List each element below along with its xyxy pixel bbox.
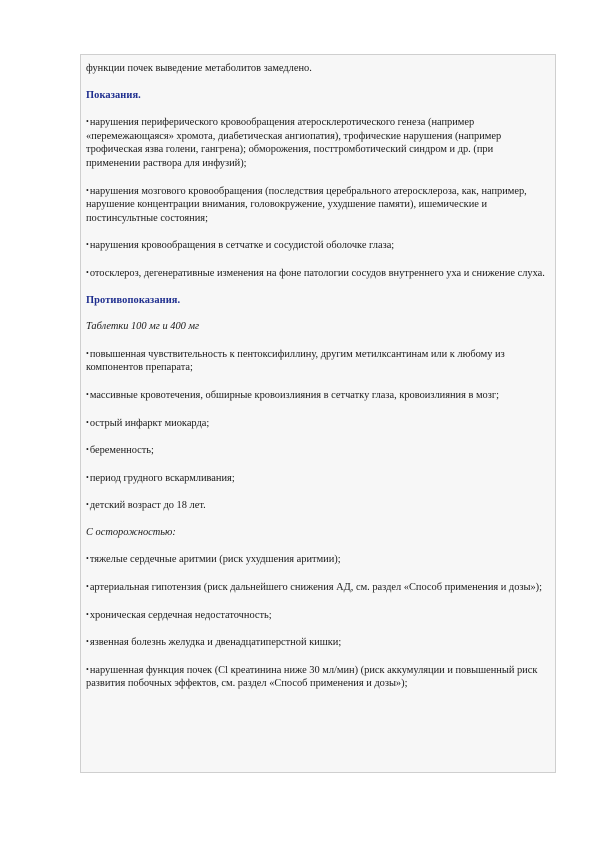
list-item-text: острый инфаркт миокарда;	[89, 417, 210, 429]
bullet-icon: •	[86, 554, 89, 564]
list-item-text: тяжелые сердечные аритмии (риск ухудшения аритмии);	[89, 554, 341, 566]
list-item	[86, 184, 549, 226]
bullet-icon: •	[86, 348, 89, 358]
list-item-text: нарушения кровообращения в сетчатке и сосудистой оболочке глаза;	[89, 240, 395, 252]
list-item	[86, 238, 549, 253]
list-item	[86, 266, 549, 281]
bullet-icon: •	[86, 582, 89, 592]
list-item	[86, 608, 549, 623]
list-item-text: беременность;	[89, 445, 154, 457]
list-item-text: хроническая сердечная недостаточность;	[89, 609, 272, 621]
list-item-text: массивные кровотечения, обширные кровоизлияния в сетчатку глаза, кровоизлияния в мозг;	[89, 389, 500, 401]
bullet-icon: •	[86, 185, 89, 195]
caution-heading: С осторожностью:	[86, 526, 176, 538]
list-item	[86, 580, 549, 595]
bullet-icon: •	[86, 609, 89, 619]
bullet-icon: •	[86, 664, 89, 674]
bullet-icon: •	[86, 267, 89, 277]
list-item-text: нарушенная функция почек (Cl креатинина ниже 30 мл/мин) (риск аккумуляции и повышенный риск развития побочных эффектов, см. раздел «Способ применения и дозы»);	[86, 664, 538, 690]
bullet-icon: •	[86, 240, 89, 250]
list-item-text: язвенная болезнь желудка и двенадцатиперстной кишки;	[89, 637, 342, 649]
bullet-icon: •	[86, 389, 89, 399]
list-item	[86, 388, 549, 403]
list-item-text: повышенная чувствительность к пентоксифиллину, другим метилксантинам или к любому из компонентов препарата;	[86, 348, 505, 374]
list-item	[86, 443, 549, 458]
contraindications-subheading: Таблетки 100 мг и 400 мг	[86, 321, 200, 333]
list-item	[86, 635, 549, 650]
list-item	[86, 498, 549, 513]
list-item	[86, 663, 549, 691]
bullet-icon: •	[86, 445, 89, 455]
bullet-icon: •	[86, 637, 89, 647]
intro-text: функции почек выведение метаболитов замедлено.	[86, 63, 312, 74]
list-item	[86, 347, 549, 375]
list-item-text: детский возраст до 18 лет.	[89, 500, 206, 512]
document-panel	[80, 54, 556, 773]
list-item-text: артериальная гипотензия (риск дальнейшего снижения АД, см. раздел «Способ применения и дозы»);	[89, 582, 543, 594]
bullet-icon: •	[86, 472, 89, 482]
bullet-icon: •	[86, 500, 89, 510]
list-item	[86, 471, 549, 486]
contraindications-heading: Противопоказания.	[86, 294, 181, 306]
list-item	[86, 552, 549, 567]
bullet-icon: •	[86, 117, 89, 127]
list-item-text: нарушения мозгового кровообращения (последствия церебрального атеросклероза, как, например, нарушение концентрации внимания, головокружение, ухудшение памяти), ишемические и постинсультные состояния;	[86, 185, 527, 224]
list-item-text: отосклероз, дегенеративные изменения на фоне патологии сосудов внутреннего уха и снижение слуха.	[89, 267, 545, 279]
indications-heading: Показания.	[86, 89, 141, 101]
list-item	[86, 115, 549, 170]
list-item-text: нарушения периферического кровообращения атеросклеротического генеза (например «перемежающаяся» хромота, диабетическая ангиопатия), трофические нарушения (например трофическая язва голени, гангрена); обморожения, посттромботический синдром и др. (при применении раствора для инфузий);	[86, 117, 502, 169]
list-item-text: период грудного вскармливания;	[89, 472, 235, 484]
bullet-icon: •	[86, 417, 89, 427]
list-item	[86, 416, 549, 431]
